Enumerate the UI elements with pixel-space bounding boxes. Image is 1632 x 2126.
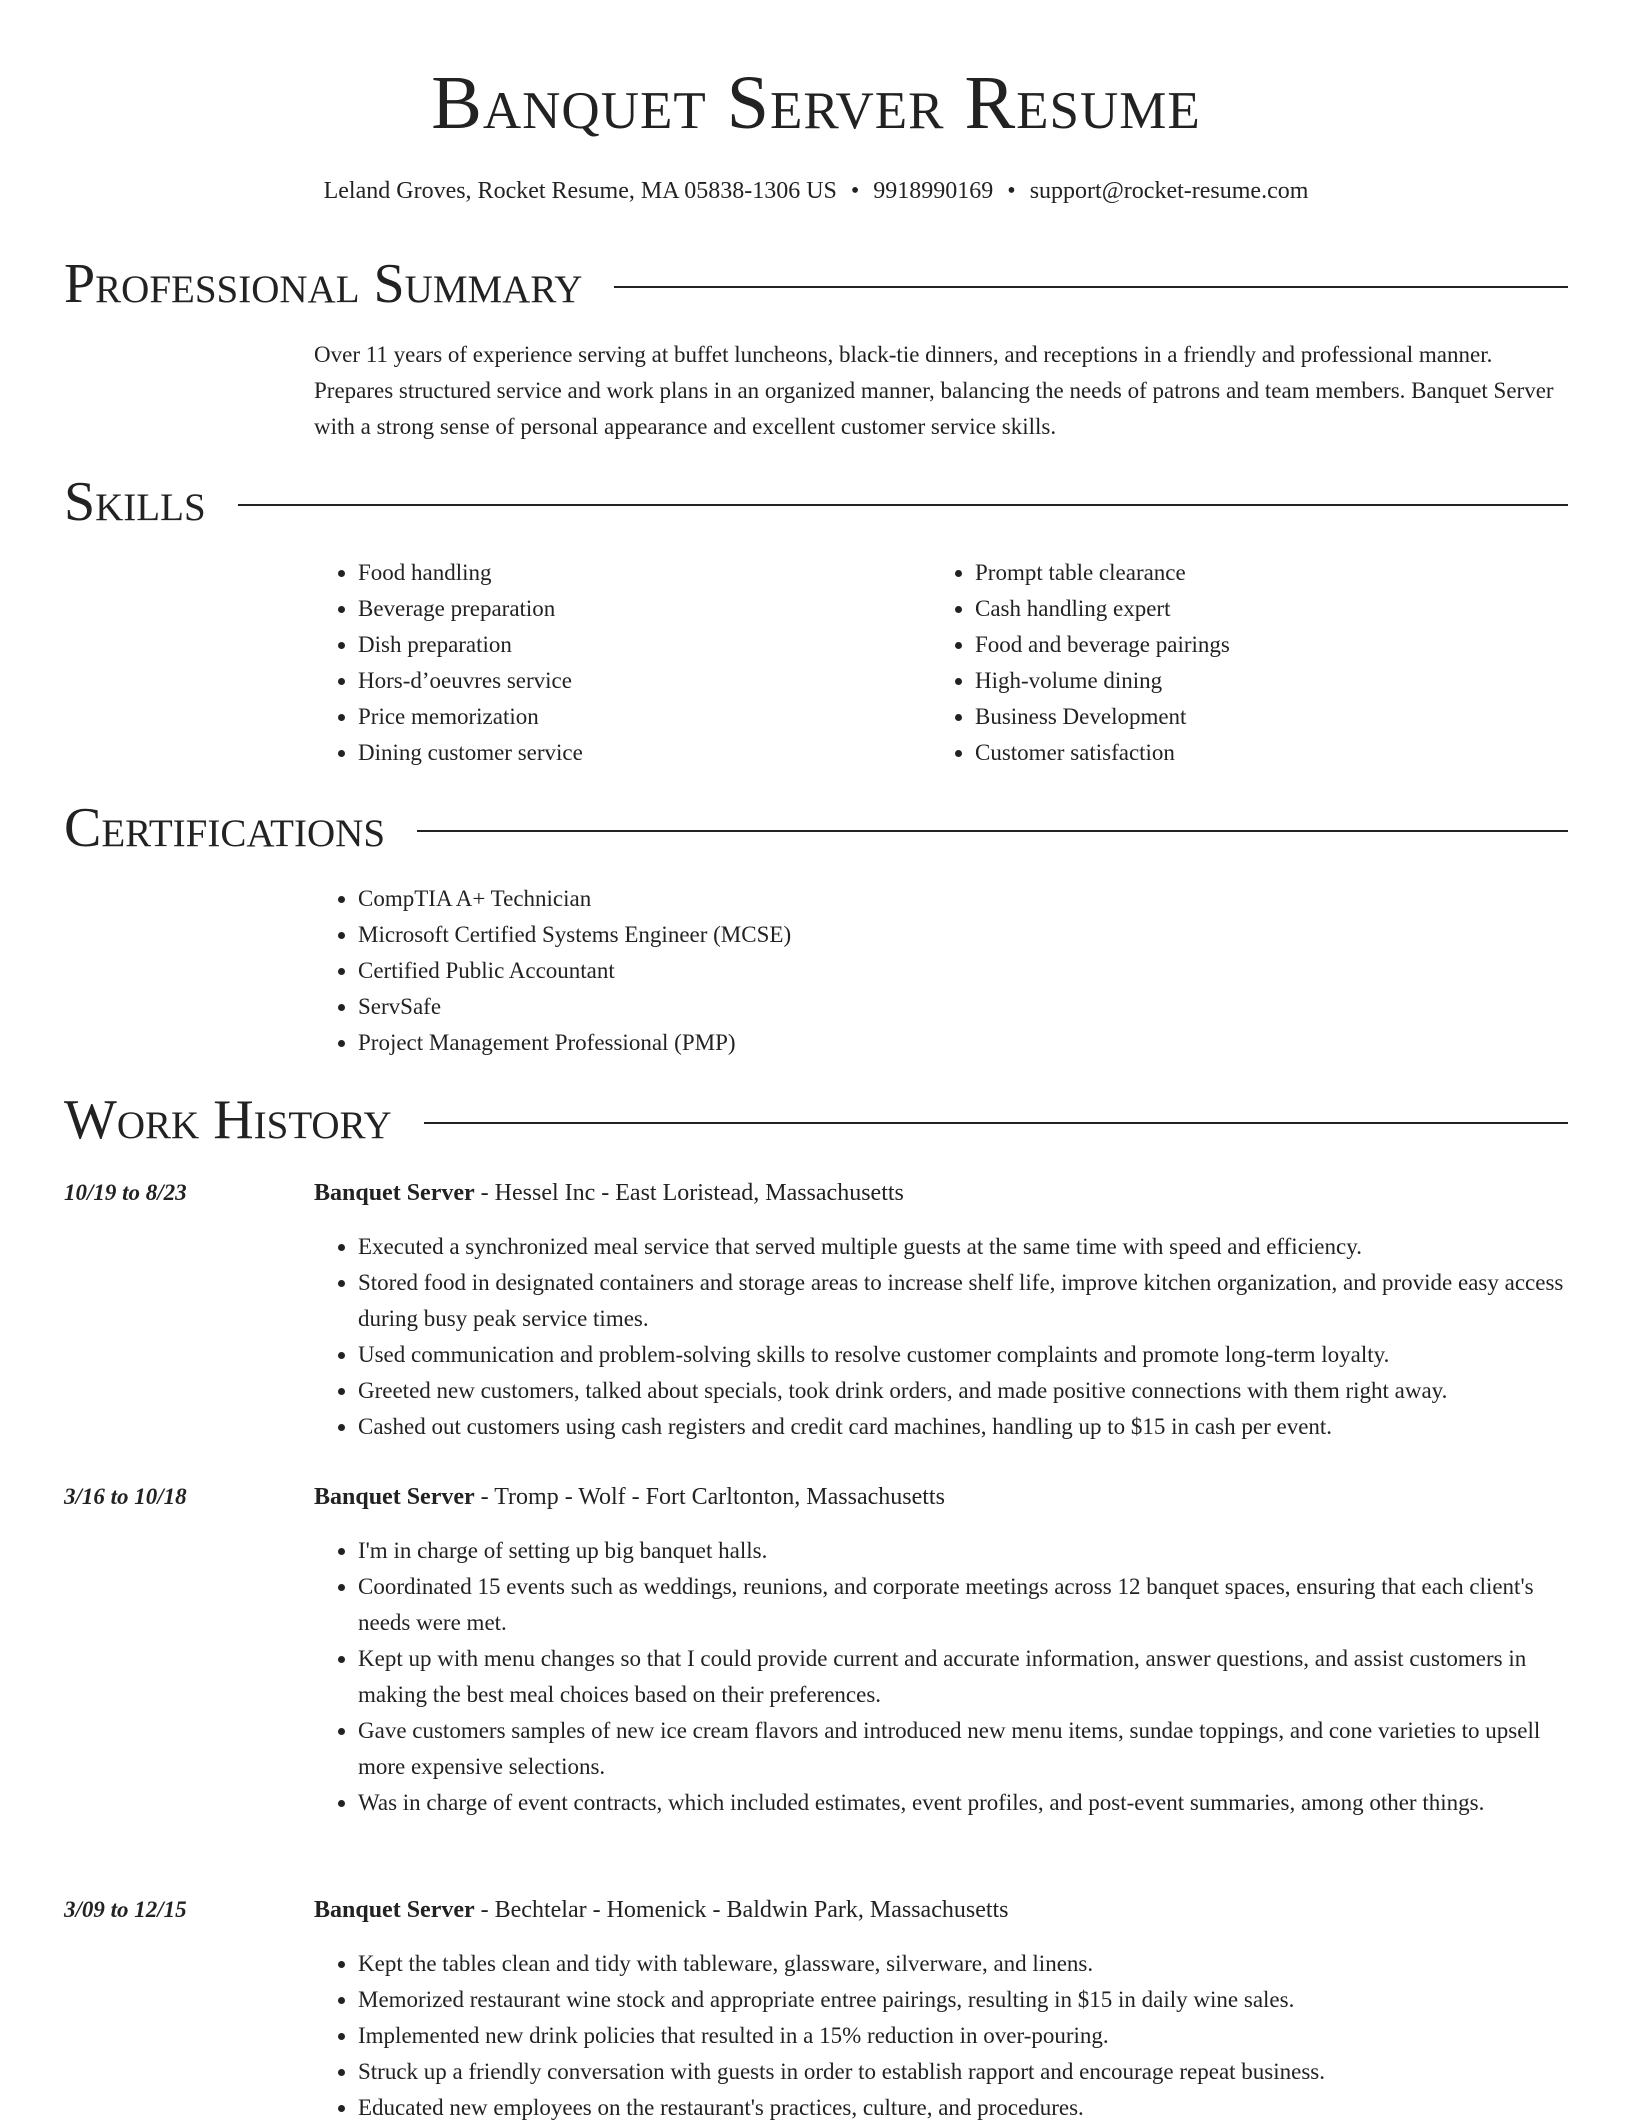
skill-item: • Hors-d’oeuvres service [358,663,583,699]
duty-item: • Was in charge of event contracts, which included estimates, event profiles, and post-event summaries, among other things. [358,1785,1584,1821]
certifications-block [314,881,791,1061]
job-duties-list [314,1229,1584,1445]
duty-item: • Coordinated 15 events such as weddings, reunions, and corporate meetings across 12 banquet spaces, ensuring that each client's needs were met. [358,1569,1584,1641]
duty-item: • Stored food in designated containers and storage areas to increase shelf life, improve kitchen organization, and provide easy access during busy peak service times. [358,1265,1584,1337]
job-duties-list [314,1946,1584,2126]
job-employer: - Hessel Inc - East Loristead, Massachusetts [474,1180,904,1206]
job-title [314,1175,904,1211]
skill-item: • Food and beverage pairings [975,627,1230,663]
contact-line [0,176,1632,206]
duty-item: • Kept the tables clean and tidy with tableware, glassware, silverware, and linens. [358,1946,1584,1982]
work-history-section-header [64,1088,1568,1152]
duty-item: • Implemented new drink policies that resulted in a 15% reduction in over-pouring. [358,2018,1584,2054]
section-divider [238,504,1568,506]
summary-heading: Professional Summary [64,253,583,315]
job-duties [314,1533,1584,1821]
contact-phone: 9918990169 [873,178,994,204]
skill-item: • Food handling [358,555,583,591]
skill-item: • Prompt table clearance [975,555,1230,591]
duty-item: • Educated new employees on the restaurant's practices, culture, and procedures. [358,2090,1584,2126]
skills-list-left [314,555,583,771]
duty-item: • Memorized restaurant wine stock and appropriate entree pairings, resulting in $15 in daily wine sales. [358,1982,1584,2018]
duty-item: • Gave customers samples of new ice cream flavors and introduced new menu items, sundae toppings, and cone varieties to upsell more expensive selections. [358,1713,1584,1785]
job-role: Banquet Server [314,1484,475,1510]
certification-item: • Project Management Professional (PMP) [358,1025,791,1061]
job-dates: 3/09 to 12/15 [64,1897,187,1922]
certification-item: • CompTIA A+ Technician [358,881,791,917]
skill-item: • High-volume dining [975,663,1230,699]
duty-item: • Greeted new customers, talked about specials, took drink orders, and made positive connections with them right away. [358,1373,1584,1409]
skill-item: • Customer satisfaction [975,735,1230,771]
job-role: Banquet Server [314,1180,475,1206]
skill-item: • Cash handling expert [975,591,1230,627]
certifications-list [314,881,791,1061]
job-duties-list [314,1533,1584,1821]
job-title [314,1892,1009,1928]
skills-list-right [931,555,1230,771]
job-employer: - Tromp - Wolf - Fort Carltonton, Massachusetts [474,1484,945,1510]
skill-item: • Price memorization [358,699,583,735]
duty-item: • Kept up with menu changes so that I could provide current and accurate information, answer questions, and assist customers in making the best meal choices based on their preferences. [358,1641,1584,1713]
job-employer: - Bechtelar - Homenick - Baldwin Park, Massachusetts [474,1897,1009,1923]
skills-heading: Skills [64,471,206,533]
duty-item: • Cashed out customers using cash registers and credit card machines, handling up to $15 in cash per event. [358,1409,1584,1445]
work-history-heading: Work History [64,1089,392,1151]
contact-separator: • [850,178,860,204]
duty-item: • Executed a synchronized meal service that served multiple guests at the same time with speed and efficiency. [358,1229,1584,1265]
duty-item: • I'm in charge of setting up big banquet halls. [358,1533,1584,1569]
job-dates: 10/19 to 8/23 [64,1180,187,1205]
section-divider [424,1122,1568,1124]
summary-text: Over 11 years of experience serving at buffet luncheons, black-tie dinners, and receptions in a friendly and professional manner. Prepares structured service and work plans in an organized manner, balancing the needs of patrons and team members. Banquet Server with a strong sense of personal appearance and excellent customer service skills. [314,342,1554,439]
skills-column-left [314,555,583,771]
skill-item: • Beverage preparation [358,591,583,627]
certification-item: • Certified Public Accountant [358,953,791,989]
job-role: Banquet Server [314,1897,475,1923]
job-duties [314,1946,1584,2126]
certification-item: • ServSafe [358,989,791,1025]
section-divider [614,286,1568,288]
skill-item: • Business Development [975,699,1230,735]
document-title: Banquet Server Resume [431,61,1201,145]
skills-column-right [931,555,1230,771]
skills-section-header [64,470,1568,534]
certification-item: • Microsoft Certified Systems Engineer (MCSE) [358,917,791,953]
job-duties [314,1229,1584,1445]
summary-section-header [64,252,1568,316]
certifications-heading: Certifications [64,797,386,859]
job-dates: 3/16 to 10/18 [64,1484,187,1509]
contact-email: support@rocket-resume.com [1029,178,1309,204]
skill-item: • Dish preparation [358,627,583,663]
duty-item: • Struck up a friendly conversation with guests in order to establish rapport and encourage repeat business. [358,2054,1584,2090]
certifications-section-header [64,796,1568,860]
contact-address: Leland Groves, Rocket Resume, MA 05838-1306 US [323,178,837,204]
skill-item: • Dining customer service [358,735,583,771]
contact-separator: • [1007,178,1016,204]
job-title [314,1479,945,1515]
section-divider [417,830,1568,832]
duty-item: • Used communication and problem-solving skills to resolve customer complaints and promote long-term loyalty. [358,1337,1584,1373]
